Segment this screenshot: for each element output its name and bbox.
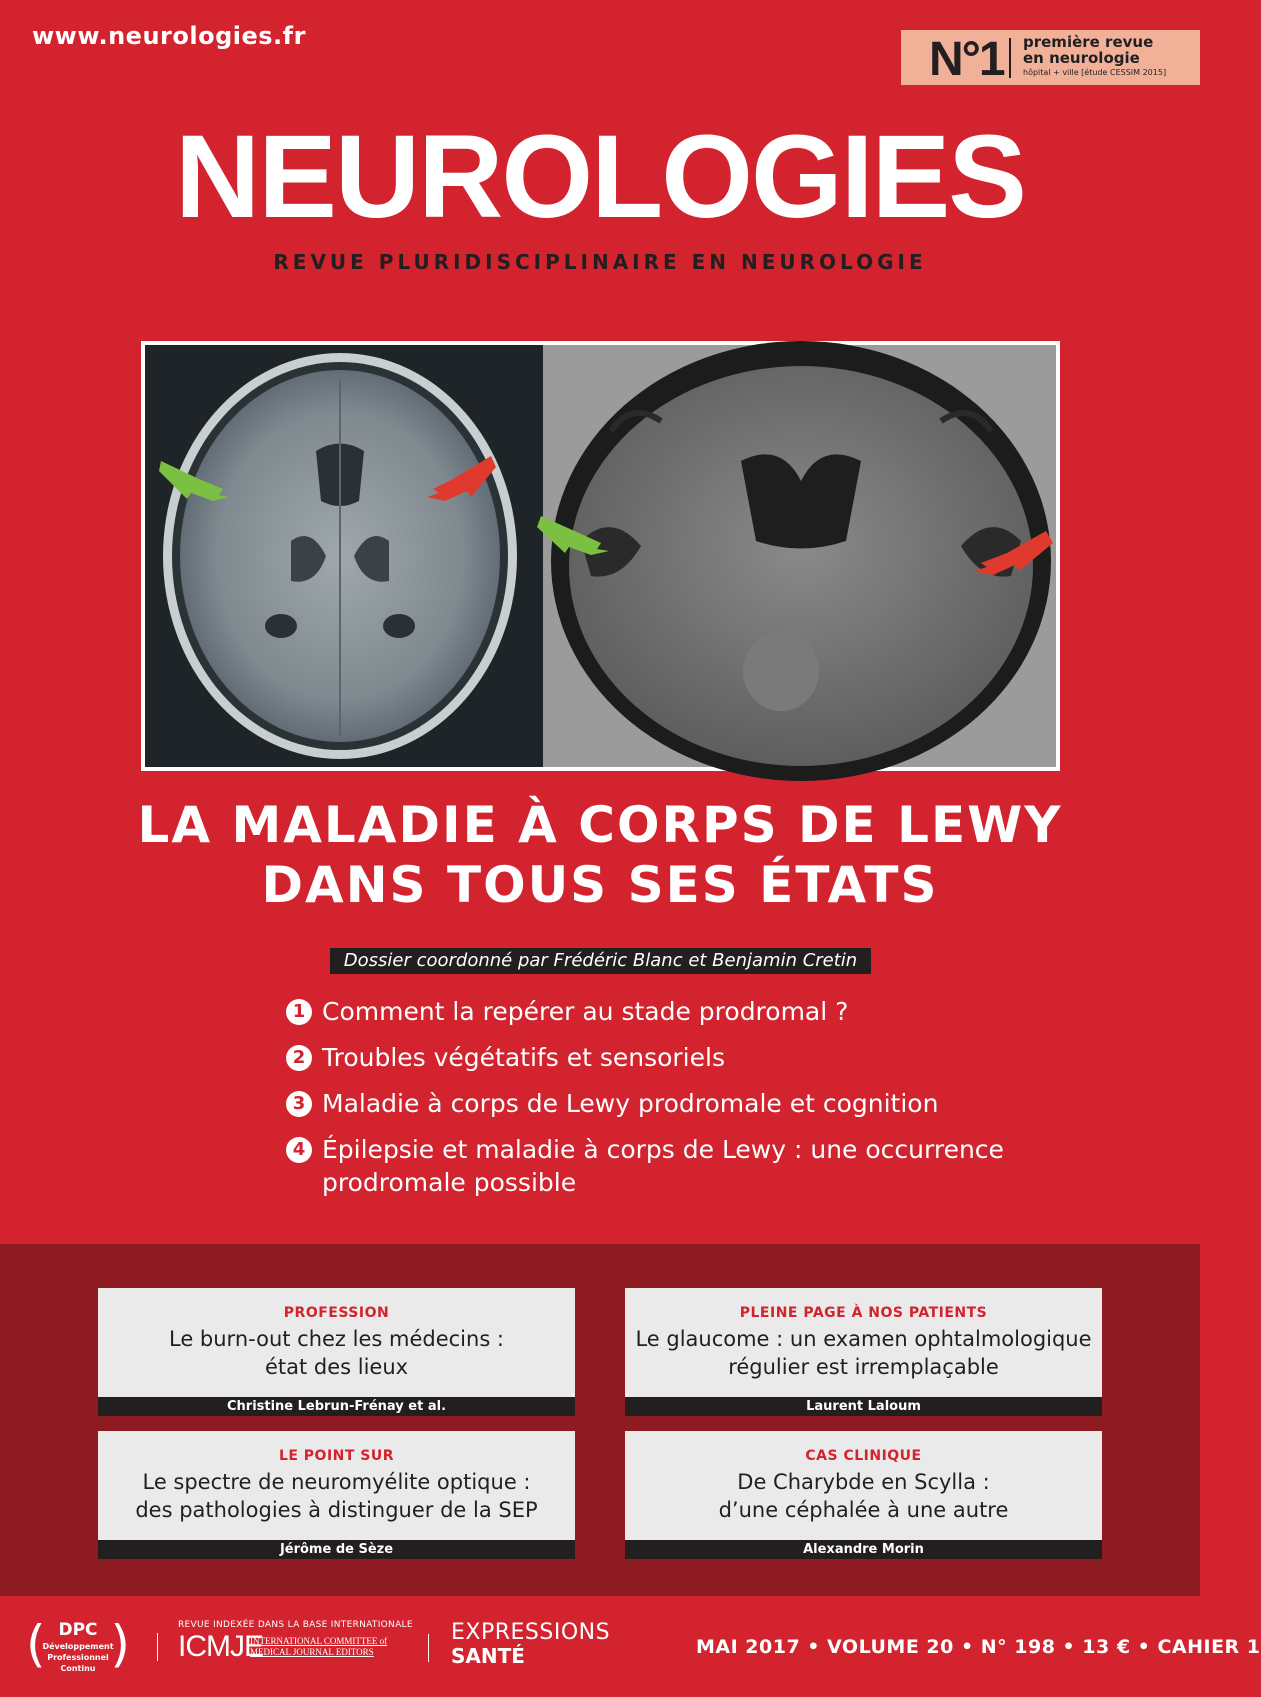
article-card <box>98 1431 575 1559</box>
article-author: Jérôme de Sèze <box>98 1540 575 1559</box>
article-author: Alexandre Morin <box>625 1540 1102 1559</box>
topic-item <box>286 1087 1086 1120</box>
publisher-name-bold: SANTÉ <box>451 1644 525 1668</box>
ranking-badge <box>901 30 1200 85</box>
dossier-credit: Dossier coordonné par Frédéric Blanc et Benjamin Cretin <box>330 948 871 974</box>
article-author: Laurent Laloum <box>625 1397 1102 1416</box>
article-category: PLEINE PAGE À NOS PATIENTS <box>739 1305 988 1321</box>
cover-headline <box>0 795 1200 915</box>
badge-number: N°1 <box>929 33 1004 86</box>
icmje-name-line: INTERNATIONAL COMMITTEE of <box>250 1636 388 1646</box>
badge-line-1: première revue <box>1023 33 1154 51</box>
topic-list <box>286 995 1086 1212</box>
topic-number-badge: 1 <box>286 999 312 1025</box>
topic-item <box>286 995 1086 1028</box>
icmje-full-name <box>250 1636 387 1658</box>
magazine-title: NEUROLOGIES <box>175 111 1025 243</box>
dpc-logo <box>28 1616 128 1676</box>
badge-divider <box>1009 38 1011 78</box>
article-category: CAS CLINIQUE <box>805 1448 922 1464</box>
dpc-line: Professionnel <box>47 1653 109 1662</box>
articles-band <box>0 1244 1200 1596</box>
headline-line-1: LA MALADIE À CORPS DE LEWY <box>137 796 1063 854</box>
divider <box>157 1633 158 1661</box>
article-title-line: Le spectre de neuromyélite optique : <box>142 1470 531 1494</box>
topic-text: Maladie à corps de Lewy prodromale et cognition <box>322 1089 939 1118</box>
website-url: www.neurologies.fr <box>32 22 306 50</box>
issue-info: MAI 2017 • VOLUME 20 • N° 198 • 13 € • CAHIER 1 <box>696 1636 1261 1658</box>
divider <box>428 1634 429 1662</box>
article-title-line: De Charybde en Scylla : <box>737 1470 990 1494</box>
topic-number-badge: 3 <box>286 1091 312 1117</box>
topic-text: Épilepsie et maladie à corps de Lewy : une occurrence prodromale possible <box>322 1135 1004 1197</box>
article-title <box>98 1468 575 1524</box>
badge-line-2: en neurologie <box>1023 49 1140 67</box>
dpc-title: DPC <box>58 1620 98 1640</box>
coronal-brain <box>569 366 1033 766</box>
article-card <box>625 1431 1102 1559</box>
article-title-line: Le burn-out chez les médecins : <box>168 1327 505 1351</box>
topic-number-badge: 2 <box>286 1045 312 1071</box>
article-title <box>625 1325 1102 1381</box>
article-title-line: Le glaucome : un examen ophtalmologique <box>635 1327 1092 1351</box>
dpc-line: Développement <box>42 1642 114 1651</box>
badge-line-3: hôpital + ville [étude CESSIM 2015] <box>1023 68 1167 77</box>
dpc-bracket-right-icon: ) <box>110 1615 130 1673</box>
article-title-line: état des lieux <box>264 1355 409 1379</box>
article-title-line: régulier est irremplaçable <box>728 1355 999 1379</box>
article-card <box>98 1288 575 1416</box>
topic-item <box>286 1041 1086 1074</box>
footer <box>0 1596 1261 1697</box>
article-title <box>98 1325 575 1381</box>
headline-line-2: DANS TOUS SES ÉTATS <box>261 856 939 914</box>
topic-number-badge: 4 <box>286 1137 312 1163</box>
article-title <box>625 1468 1102 1524</box>
article-author: Christine Lebrun-Frénay et al. <box>98 1397 575 1416</box>
dpc-bracket-left-icon: ( <box>26 1615 46 1673</box>
publisher-name: EXPRESSIONS <box>451 1620 611 1645</box>
dpc-line: Continu <box>60 1664 96 1673</box>
article-category: LE POINT SUR <box>278 1448 395 1464</box>
brain-scan-illustration <box>141 341 1060 771</box>
article-category: PROFESSION <box>283 1305 390 1321</box>
icmje-logo: ICMJE <box>178 1630 263 1663</box>
article-title-line: d’une céphalée à une autre <box>718 1498 1009 1522</box>
topic-text: Comment la repérer au stade prodromal ? <box>322 997 849 1026</box>
article-title-line: des pathologies à distinguer de la SEP <box>135 1498 538 1522</box>
article-card <box>625 1288 1102 1416</box>
mri-image <box>141 341 1060 771</box>
topic-item <box>286 1133 1086 1199</box>
icmje-intro: REVUE INDEXÉE DANS LA BASE INTERNATIONALE <box>178 1620 413 1630</box>
topic-text: Troubles végétatifs et sensoriels <box>322 1043 725 1072</box>
magazine-subtitle: REVUE PLURIDISCIPLINAIRE EN NEUROLOGIE <box>273 250 927 274</box>
icmje-name-line: MEDICAL JOURNAL EDITORS <box>250 1647 374 1657</box>
